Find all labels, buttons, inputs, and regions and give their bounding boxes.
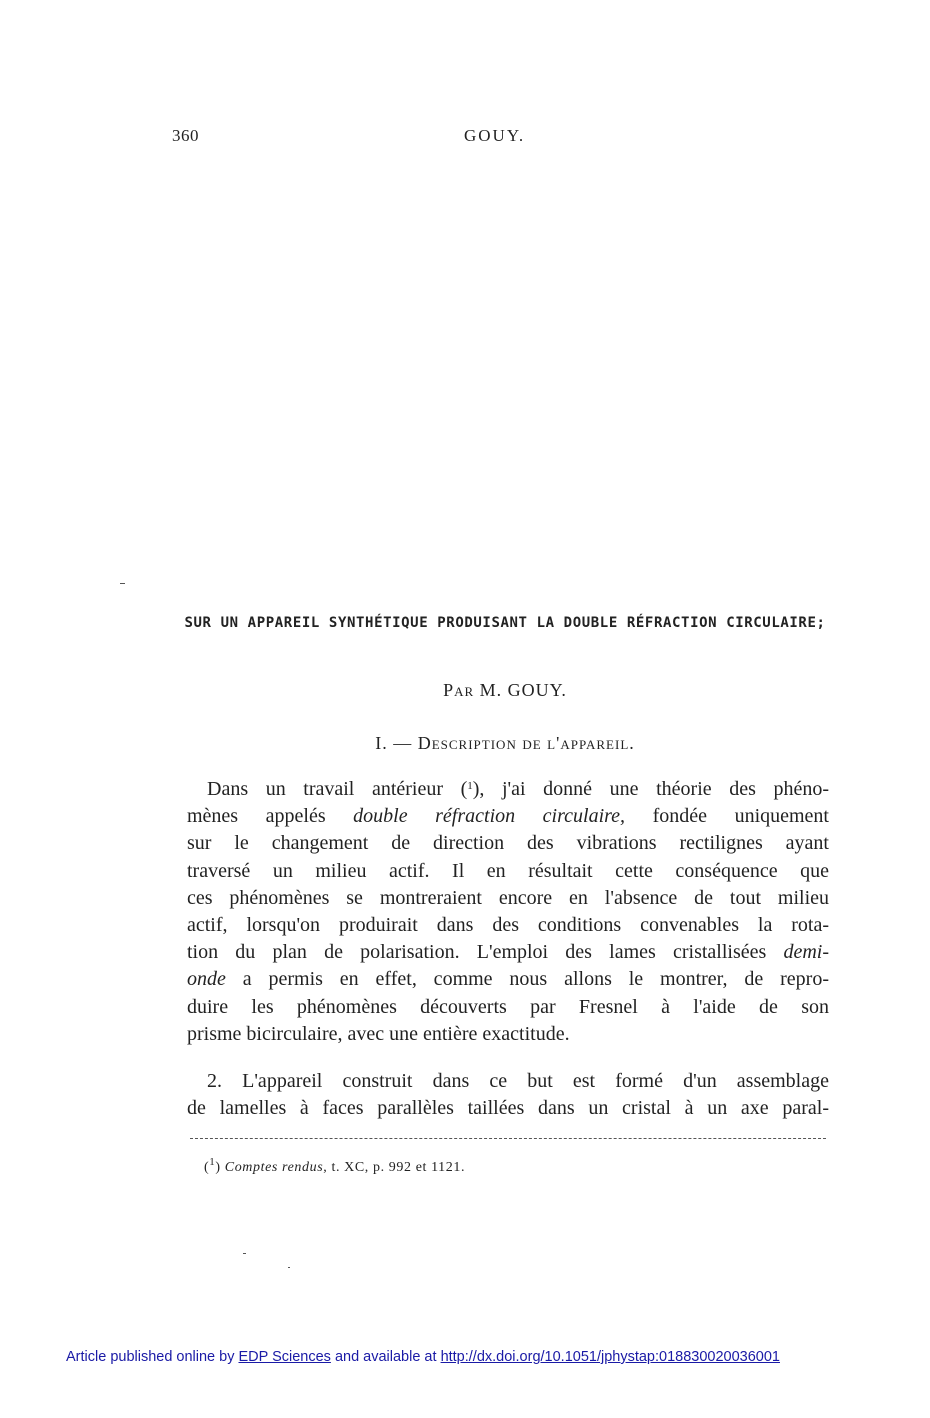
article-title: SUR UN APPAREIL SYNTHÉTIQUE PRODUISANT LA DOUBLE RÉFRACTION CIRCULAIRE; (184, 615, 826, 631)
paragraph-2 (187, 1068, 829, 1122)
author-line: Par M. GOUY. (443, 680, 567, 700)
paragraph-line: traversé un milieu actif. Il en résultait cette conséquence que (187, 859, 829, 882)
paragraph-line (187, 803, 829, 830)
text-run: a permis en effet, comme nous allons le montrer, de repro- (225, 968, 829, 991)
speck-mark (243, 1253, 246, 1254)
text-run: fondée uniquement (625, 805, 829, 828)
text-run: ), j'ai donné une théorie des phéno- (472, 778, 829, 800)
publisher-middle: and available at (330, 1349, 441, 1365)
section-heading: I. — Description de l'appareil. (375, 733, 635, 753)
paragraph-line (187, 939, 829, 966)
footnote-marker: 1 (209, 1156, 216, 1168)
paragraph-line: de lamelles à faces parallèles taillées dans un cristal à un axe paral- (187, 1097, 829, 1120)
paragraph-line: ces phénomènes se montreraient encore en l'absence de tout milieu (187, 886, 829, 909)
footnote-divider (190, 1138, 826, 1140)
footnote: ($^1$) Comptes rendus, t. XC, p. 992 et 1121. (204, 1156, 466, 1175)
speck-mark (288, 1267, 290, 1268)
publisher-notice (66, 1349, 780, 1365)
margin-mark (120, 583, 125, 584)
emphasis-text: double réfraction circulaire, (353, 805, 626, 828)
running-title: GOUY. (464, 126, 526, 145)
footnote-source: Comptes rendus (224, 1160, 324, 1175)
text-run: mènes appelés (187, 805, 354, 828)
paragraph-line: 2. L'appareil construit dans ce but est formé d'un assemblage (207, 1070, 829, 1092)
doi-link[interactable]: http://dx.doi.org/10.1051/jphystap:018830020036001 (440, 1349, 780, 1365)
emphasis-text: demi- (783, 941, 829, 964)
text-run: tion du plan de polarisation. L'emploi des lames cristallisées (187, 941, 784, 964)
page-number: 360 (172, 126, 199, 145)
publisher-link[interactable]: EDP Sciences (238, 1349, 331, 1365)
footnote-reference: , t. XC, p. 992 et 1121. (323, 1160, 466, 1175)
paragraph-1 (187, 776, 829, 1048)
footnote-ref: 1 (467, 780, 473, 792)
emphasis-text: onde (187, 968, 226, 991)
paragraph-line: prisme bicirculaire, avec une entière exactitude. (187, 1022, 570, 1045)
paragraph-line: sur le changement de direction des vibrations rectilignes ayant (187, 832, 829, 855)
publisher-prefix: Article published online by (66, 1349, 239, 1365)
paragraph-line (187, 776, 829, 803)
running-head (0, 126, 930, 150)
paragraph-line: duire les phénomènes découverts par Fresnel à l'aide de son (187, 995, 829, 1018)
paragraph-line: actif, lorsqu'on produirait dans des conditions convenables la rota- (187, 914, 829, 937)
text-run: Dans un travail antérieur ( (207, 778, 468, 800)
paragraph-line (187, 966, 829, 993)
